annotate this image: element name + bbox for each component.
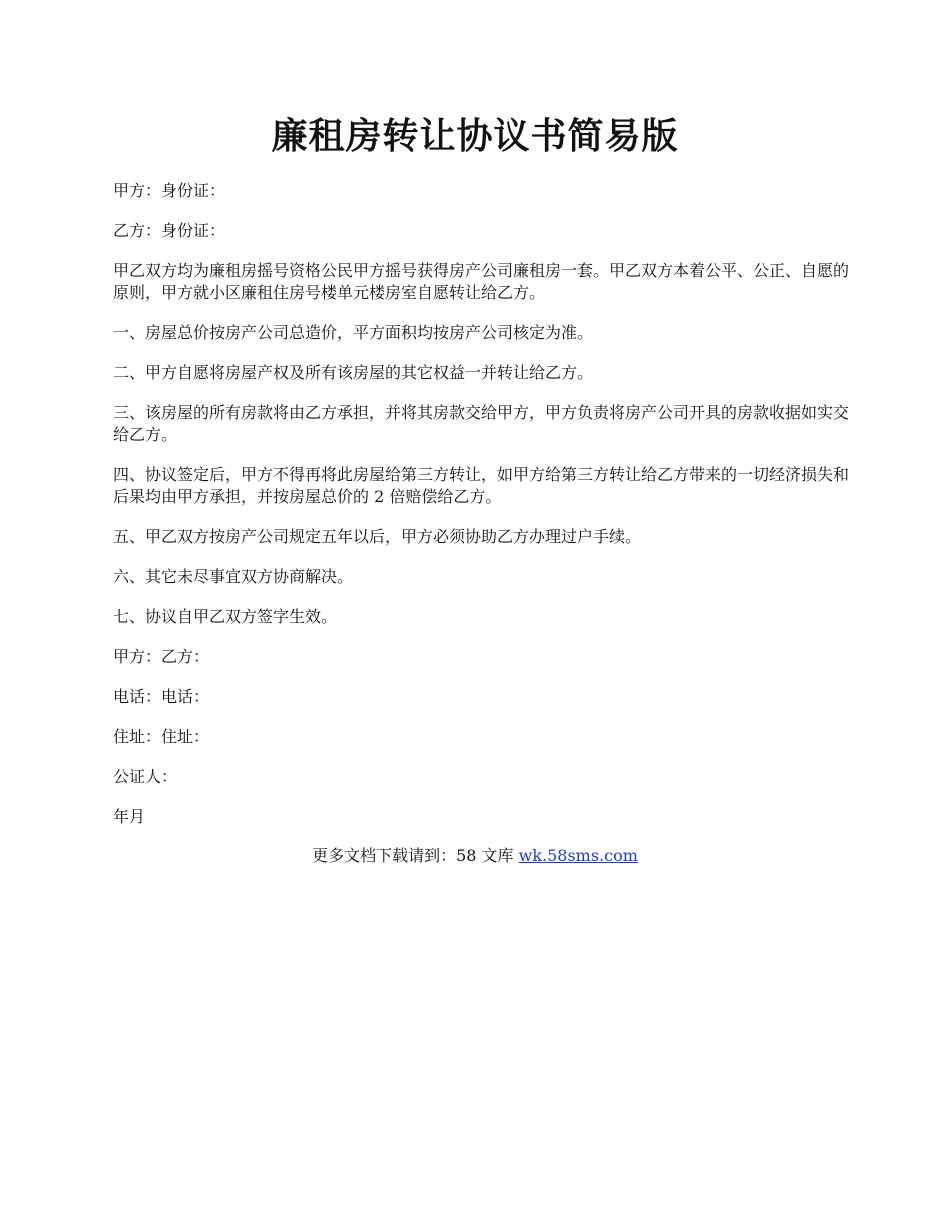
party-b-id-line: 乙方：身份证：: [113, 221, 226, 240]
document-title: 廉租房转让协议书简易版: [271, 115, 679, 157]
signature-parties-line: 甲方：乙方：: [113, 647, 210, 666]
footer-link[interactable]: wk.58sms.com: [518, 846, 638, 865]
clause-1: 一、房屋总价按房产公司总造价，平方面积均按房产公司核定为准。: [113, 323, 594, 342]
clause-5: 五、甲乙双方按房产公司规定五年以后，甲方必须协助乙方办理过户手续。: [113, 527, 642, 546]
clause-3: 三、该房屋的所有房款将由乙方承担，并将其房款交给甲方，甲方负责将房产公司开具的房款收据如实交给乙方。: [113, 403, 850, 444]
clause-4: 四、协议签定后，甲方不得再将此房屋给第三方转让，如甲方给第三方转让给乙方带来的一切经济损失和后果均由甲方承担，并按房屋总价的 2 倍赔偿给乙方。: [113, 465, 850, 506]
notary-line: 公证人：: [113, 767, 178, 786]
date-line: 年月: [113, 807, 146, 826]
footer-text: 更多文档下载请到：58 文库: [312, 846, 519, 865]
footer: [0, 845, 950, 867]
clause-7: 七、协议自甲乙双方签字生效。: [113, 607, 338, 626]
document-body: [113, 180, 853, 846]
intro-paragraph: 甲乙双方均为廉租房摇号资格公民甲方摇号获得房产公司廉租房一套。甲乙双方本着公平、公正、自愿的原则，甲方就小区廉租住房号楼单元楼房室自愿转让给乙方。: [113, 261, 850, 302]
address-line: 住址：住址：: [113, 727, 210, 746]
phone-line: 电话：电话：: [113, 687, 210, 706]
clause-6: 六、其它未尽事宜双方协商解决。: [113, 567, 354, 586]
party-a-id-line: 甲方：身份证：: [113, 181, 226, 200]
clause-2: 二、甲方自愿将房屋产权及所有该房屋的其它权益一并转让给乙方。: [113, 363, 594, 382]
